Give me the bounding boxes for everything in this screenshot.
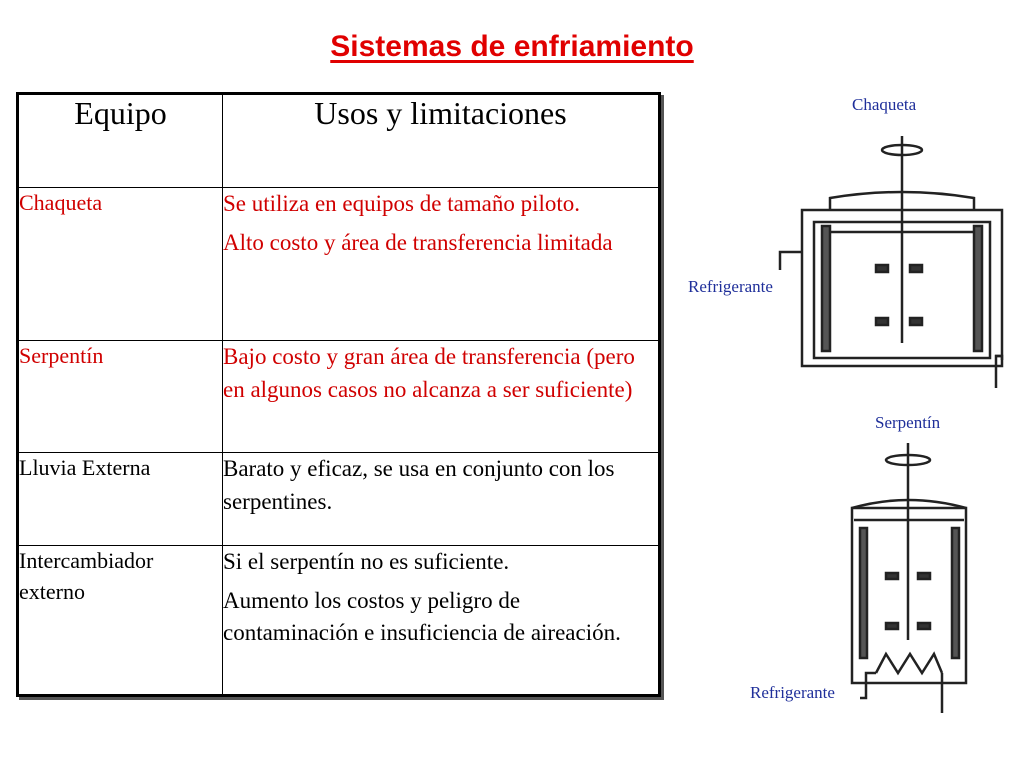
header-equipo: Equipo <box>18 94 223 188</box>
usos-line: Si el serpentín no es suficiente. <box>223 549 510 574</box>
usos-cell <box>223 546 660 696</box>
cooling-systems-table <box>16 92 661 697</box>
slide-title: Sistemas de enfriamiento <box>330 30 694 63</box>
equipo-cell: Intercambiador externo <box>18 546 223 696</box>
usos-cell <box>223 188 660 341</box>
reactor-diagrams <box>680 88 1024 728</box>
header-usos: Usos y limitaciones <box>223 94 660 188</box>
usos-line: Se utiliza en equipos de tamaño piloto. <box>223 191 581 216</box>
table-row <box>18 188 660 341</box>
coil-icon <box>876 654 942 673</box>
equipo-cell: Chaqueta <box>18 188 223 341</box>
jacketed-reactor-diagram <box>688 95 1002 388</box>
coil-reactor-diagram <box>750 413 966 713</box>
usos-line: Aumento los costos y peligro de contaminación e insuficiencia de aireación. <box>223 587 621 646</box>
table-row <box>18 341 660 453</box>
diagram-bottom-label: Refrigerante <box>750 683 835 702</box>
equipo-cell: Serpentín <box>18 341 223 453</box>
usos-line: Bajo costo y gran área de transferencia (pero en algunos casos no alcanza a ser suficiente) <box>223 344 635 402</box>
usos-cell <box>223 341 660 453</box>
diagram-bottom-title: Serpentín <box>875 413 941 432</box>
table-header-row <box>18 94 660 188</box>
usos-line: Alto costo y área de transferencia limitada <box>223 229 613 255</box>
table-row <box>18 546 660 696</box>
equipo-cell: Lluvia Externa <box>18 453 223 546</box>
usos-cell <box>223 453 660 546</box>
table-row <box>18 453 660 546</box>
diagram-top-label: Refrigerante <box>688 277 773 296</box>
usos-line: Barato y eficaz, se usa en conjunto con los serpentines. <box>223 456 615 514</box>
diagram-top-title: Chaqueta <box>852 95 917 114</box>
